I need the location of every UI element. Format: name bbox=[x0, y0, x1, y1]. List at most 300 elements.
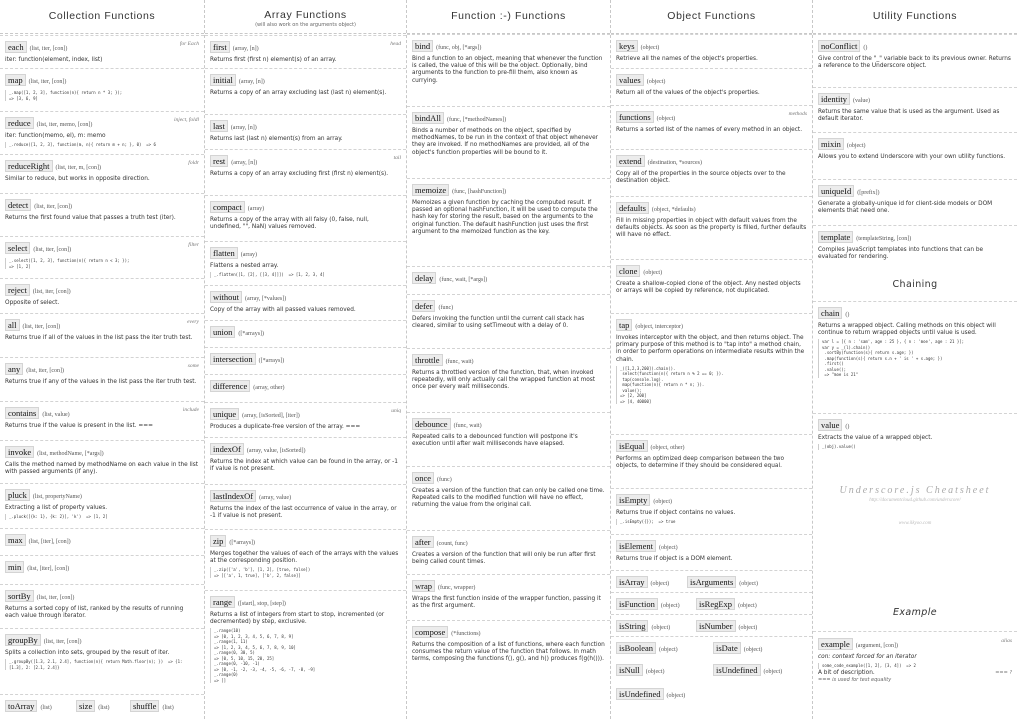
separator bbox=[611, 488, 812, 489]
brand-url: http://documentcloud.github.com/underscore/ bbox=[869, 498, 961, 503]
collection-function-name[interactable]: min bbox=[5, 561, 24, 573]
collection-function-name[interactable]: all bbox=[5, 319, 20, 331]
collection-signature: (list) bbox=[162, 705, 174, 711]
function-function-name[interactable]: memoize bbox=[412, 184, 449, 196]
collection-header bbox=[0, 0, 204, 34]
object-entry-clone bbox=[611, 263, 812, 311]
array-description: Returns first (first n) element(s) of an array. bbox=[210, 57, 337, 63]
separator bbox=[0, 401, 204, 402]
object-signature: (object) bbox=[656, 116, 676, 122]
collection-entry-select bbox=[0, 240, 204, 280]
function-entry-bindAll bbox=[407, 110, 610, 176]
separator bbox=[407, 530, 610, 531]
chaining-function-name[interactable]: value bbox=[818, 419, 842, 431]
array-alias: head bbox=[390, 41, 401, 47]
array-function-name[interactable]: range bbox=[210, 596, 235, 608]
object-typecheck-row bbox=[611, 618, 812, 632]
separator bbox=[0, 528, 204, 529]
utility-signature: () bbox=[863, 45, 868, 51]
function-function-name[interactable]: debounce bbox=[412, 418, 451, 430]
collection-signature: (list, iter, [con]) bbox=[36, 595, 75, 601]
object-typecheck-row bbox=[611, 574, 812, 588]
function-header bbox=[407, 0, 610, 34]
utility-function-name[interactable]: mixin bbox=[818, 138, 844, 150]
separator bbox=[205, 195, 406, 196]
function-entry-memoize bbox=[407, 182, 610, 272]
object-signature: (object) bbox=[659, 647, 678, 653]
object-entry-functions bbox=[611, 109, 812, 147]
object-signature: (destination, *sources) bbox=[647, 160, 702, 166]
collection-alias: foldr bbox=[188, 160, 199, 166]
collection-function-name[interactable]: shuffle bbox=[130, 700, 159, 712]
separator bbox=[205, 285, 406, 286]
collection-signature: (list, value) bbox=[42, 412, 70, 418]
function-signature: (func, wait) bbox=[453, 423, 482, 429]
brand-title: Underscore.js Cheatsheet bbox=[839, 485, 991, 496]
collection-alias: every bbox=[187, 319, 199, 325]
array-signature: (array, [n]) bbox=[232, 46, 259, 52]
utility-function-name[interactable]: uniqueId bbox=[818, 185, 854, 197]
collection-function-name[interactable]: sortBy bbox=[5, 590, 34, 602]
separator bbox=[0, 694, 204, 695]
collection-description: Calls the method named by methodName on each value in the list with passed arguments (if any). bbox=[5, 462, 199, 476]
object-function-name[interactable]: extend bbox=[616, 155, 645, 167]
collection-description: Returns a sorted copy of list, ranked by the results of running each value through iterator. bbox=[5, 606, 184, 620]
object-description: Retrieve all the names of the object's properties. bbox=[616, 56, 758, 62]
array-entry-without bbox=[205, 289, 406, 319]
separator bbox=[407, 294, 610, 295]
collection-signature: (list, iter, [con]) bbox=[29, 46, 68, 52]
separator bbox=[0, 440, 204, 441]
collection-entry-detect bbox=[0, 197, 204, 240]
separator bbox=[0, 35, 204, 36]
utility-description: Allows you to extend Underscore with your own utility functions. bbox=[818, 154, 1006, 160]
collection-function-name[interactable]: invoke bbox=[5, 446, 34, 458]
collection-function-name[interactable]: max bbox=[5, 534, 26, 546]
utility-signature: (value) bbox=[852, 98, 870, 104]
object-description: Return all of the values of the object's properties. bbox=[616, 90, 760, 96]
separator bbox=[813, 301, 1017, 302]
function-function-name[interactable]: compose bbox=[412, 626, 448, 638]
collection-signature: (list, iter, [con]) bbox=[32, 289, 71, 295]
object-function-name[interactable]: isEqual bbox=[616, 440, 648, 452]
collection-function-name[interactable]: pluck bbox=[5, 489, 30, 501]
array-signature: (array, [n]) bbox=[230, 125, 257, 131]
object-signature: (object, *defaults) bbox=[651, 207, 696, 213]
utility-function-name[interactable]: identity bbox=[818, 93, 850, 105]
utility-function-name[interactable]: template bbox=[818, 231, 853, 243]
object-function-name[interactable]: isString bbox=[616, 620, 648, 632]
object-function-name[interactable]: isNull bbox=[616, 664, 643, 676]
utility-signature: (templateString, [con]) bbox=[856, 236, 912, 242]
array-description: Produces a duplicate-free version of the array. === bbox=[210, 424, 361, 430]
object-description: Create a shallow-copied clone of the object. Any nested objects or arrays will be copied by reference, not duplicated. bbox=[616, 281, 801, 295]
collection-entry-contains bbox=[0, 405, 204, 428]
array-function-name[interactable]: flatten bbox=[210, 247, 238, 259]
object-function-name[interactable]: isBoolean bbox=[616, 642, 656, 654]
brand-credit: www.ilkyoo.com bbox=[898, 521, 932, 526]
function-function-name[interactable]: throttle bbox=[412, 354, 443, 366]
function-function-name[interactable]: delay bbox=[412, 272, 436, 284]
separator bbox=[205, 590, 406, 591]
separator bbox=[0, 584, 204, 585]
array-function-name[interactable]: difference bbox=[210, 380, 250, 392]
chaining-heading: Chaining bbox=[892, 279, 938, 290]
chaining-entry-chain bbox=[813, 305, 1017, 415]
object-typecheck-row bbox=[611, 640, 812, 654]
object-signature: (object) bbox=[640, 45, 660, 51]
object-alias: methods bbox=[788, 111, 807, 117]
object-function-name[interactable]: isDate bbox=[713, 642, 741, 654]
utility-description: Give control of the "_" variable back to its previous owner. Returns a reference to the Underscore object. bbox=[818, 56, 1011, 70]
collection-description: Returns true if the value is present in the list. === bbox=[5, 423, 153, 428]
function-signature: (func, wait, [*args]) bbox=[439, 277, 488, 283]
utility-description: Generate a globally-unique id for client-side models or DOM elements that need one. bbox=[818, 201, 993, 215]
utility-signature: ([prefix]) bbox=[857, 190, 880, 196]
object-typecheck-row bbox=[611, 662, 812, 676]
example-code: some_code_example([1, 2], [3, 4]) => 2 bbox=[818, 663, 1012, 669]
chaining-code-example: _(obj).value() bbox=[818, 444, 1012, 450]
collection-title: Collection Functions bbox=[48, 10, 156, 22]
chaining-description: Returns a wrapped object. Calling methods on this object will continue to return wrapped objects until value is used. bbox=[818, 323, 996, 337]
object-signature: (object) bbox=[659, 545, 678, 551]
separator bbox=[0, 111, 204, 112]
collection-function-name[interactable]: each bbox=[5, 41, 27, 53]
object-function-name[interactable]: clone bbox=[616, 265, 640, 277]
separator bbox=[0, 313, 204, 314]
chaining-code-example: var l = [{ n : 'sam', age : 25 }, { n : 'moe', age : 21 }]; var y = _(l).chain() .sortBy(function(s){ return s.age; }) .map(function(s){ return s.n + ' is ' + s.age; }) .first() .value(); => "moe is 21" bbox=[818, 339, 1012, 378]
object-entry-isEmpty bbox=[611, 492, 812, 528]
collection-description: Returns true if all of the values in the list pass the iter truth test. bbox=[5, 335, 193, 341]
separator bbox=[611, 196, 812, 197]
utility-title: Utility Functions bbox=[872, 10, 958, 22]
function-signature: (func) bbox=[437, 477, 452, 483]
separator bbox=[0, 154, 204, 155]
array-entry-first bbox=[205, 39, 406, 67]
collection-entry-pluck bbox=[0, 487, 204, 527]
array-function-name[interactable]: initial bbox=[210, 74, 236, 86]
utility-description: Compiles JavaScript templates into functions that can be evaluated for rendering. bbox=[818, 247, 984, 261]
object-description: Returns true if object is a DOM element. bbox=[616, 556, 733, 562]
example-alias: alias bbox=[1001, 638, 1012, 644]
object-function-name[interactable]: values bbox=[616, 74, 644, 86]
utility-entry-template bbox=[813, 229, 1017, 269]
object-entry-keys bbox=[611, 38, 812, 71]
function-title: Function :-) Functions bbox=[451, 10, 566, 22]
function-function-name[interactable]: once bbox=[412, 472, 434, 484]
separator bbox=[205, 114, 406, 115]
object-signature: (object) bbox=[646, 79, 666, 85]
function-entry-once bbox=[407, 470, 610, 534]
array-signature: (array, [n]) bbox=[231, 160, 258, 166]
separator bbox=[205, 320, 406, 321]
array-signature: (array) bbox=[240, 252, 258, 258]
array-entry-indexOf bbox=[205, 441, 406, 488]
object-title: Object Functions bbox=[667, 10, 756, 22]
object-function-name[interactable]: isFunction bbox=[616, 598, 658, 610]
utility-entry-uniqueId bbox=[813, 183, 1017, 225]
separator bbox=[611, 259, 812, 260]
collection-entry-any bbox=[0, 361, 204, 403]
array-description: Returns a copy of an array excluding last (last n) element(s). bbox=[210, 90, 387, 96]
separator bbox=[611, 68, 812, 69]
function-column bbox=[407, 0, 611, 719]
collection-signature: (list, iter, [con]) bbox=[43, 639, 82, 645]
collection-signature: (list, iter, [con]) bbox=[22, 324, 61, 330]
example-heading: Example bbox=[892, 607, 937, 618]
object-function-name[interactable]: isArguments bbox=[687, 576, 736, 588]
chaining-description: Extracts the value of a wrapped object. bbox=[818, 435, 933, 441]
array-function-name[interactable]: rest bbox=[210, 155, 228, 167]
collection-entry-invoke bbox=[0, 444, 204, 486]
object-description: Returns a sorted list of the names of every method in an object. bbox=[616, 127, 803, 133]
array-entry-last bbox=[205, 118, 406, 146]
separator bbox=[813, 132, 1017, 133]
collection-function-name[interactable]: size bbox=[76, 700, 95, 712]
function-description: Bind a function to an object, meaning that whenever the function is called, the value of this will be the object. Optionally, bind arguments to the function to pre-fill them, also known as currying. bbox=[412, 56, 603, 84]
separator bbox=[205, 437, 406, 438]
object-signature: (object) bbox=[660, 603, 680, 609]
separator bbox=[407, 178, 610, 179]
object-signature: (object) bbox=[651, 625, 671, 631]
array-function-name[interactable]: without bbox=[210, 291, 242, 303]
function-function-name[interactable]: after bbox=[412, 536, 434, 548]
function-description: Creates a version of the function that can only be called one time. Repeated calls to the modified function will have no effect, returning the value from the original call. bbox=[412, 488, 605, 509]
example-function-name[interactable]: example bbox=[818, 638, 853, 650]
collection-description: Returns true if any of the values in the list pass the iter truth test. bbox=[5, 379, 197, 385]
collection-function-name[interactable]: groupBy bbox=[5, 634, 41, 646]
object-code-example: _([1,2,3,200]).chain(). select(function(n){ return n % 2 == 0; }). tap(console.log). map(function(n){ return n * n; }). value(); => [2, 200] => [4, 40000] bbox=[616, 366, 807, 405]
collection-signature: (list, [iter], [con]) bbox=[27, 566, 70, 572]
separator bbox=[0, 357, 204, 358]
array-description: Returns a copy of an array excluding first (first n) element(s). bbox=[210, 171, 389, 177]
chaining-signature: () bbox=[845, 312, 850, 318]
example-signature: (argument, [con]) bbox=[855, 643, 899, 649]
collection-description: iter: function(element, index, list) bbox=[5, 57, 103, 63]
object-code-example: _.isEmpty({}); => true bbox=[616, 519, 807, 525]
collection-function-name[interactable]: reduceRight bbox=[5, 160, 53, 172]
collection-alias: inject, foldl bbox=[173, 117, 199, 123]
object-function-name[interactable]: isEmpty bbox=[616, 494, 650, 506]
collection-code-example: _.reduce([1, 2, 3], function(m, n){ return m + n; }, 0) => 6 bbox=[5, 142, 199, 148]
function-entry-compose bbox=[407, 624, 610, 694]
array-function-name[interactable]: unique bbox=[210, 408, 239, 420]
separator bbox=[0, 193, 204, 194]
function-entry-wrap bbox=[407, 578, 610, 622]
collection-function-name[interactable]: map bbox=[5, 74, 26, 86]
array-entry-unique bbox=[205, 406, 406, 434]
function-entry-after bbox=[407, 534, 610, 574]
array-function-name[interactable]: compact bbox=[210, 201, 245, 213]
collection-bottom-row bbox=[0, 698, 204, 712]
array-signature: (array, other) bbox=[253, 385, 285, 391]
object-function-name[interactable]: isElement bbox=[616, 540, 656, 552]
separator bbox=[813, 225, 1017, 226]
collection-signature: (list, iter, [con]) bbox=[28, 79, 67, 85]
object-header bbox=[611, 0, 812, 34]
object-description: Copy all of the properties in the source objects over to the destination object. bbox=[616, 171, 786, 185]
collection-entry-max bbox=[0, 532, 204, 556]
collection-function-name[interactable]: reject bbox=[5, 284, 30, 296]
separator bbox=[407, 574, 610, 575]
array-function-name[interactable]: lastIndexOf bbox=[210, 490, 256, 502]
array-entry-compact bbox=[205, 199, 406, 239]
array-entry-difference bbox=[205, 378, 406, 402]
chaining-signature: () bbox=[845, 424, 850, 430]
array-alias: uniq bbox=[391, 408, 401, 414]
collection-signature: (list, iter, [con]) bbox=[34, 204, 73, 210]
collection-alias: some bbox=[187, 363, 199, 369]
array-description: Returns last (last n) element(s) from an array. bbox=[210, 136, 343, 142]
collection-signature: (list, [iter], [con]) bbox=[28, 539, 71, 545]
object-signature: (object) bbox=[653, 499, 672, 505]
object-function-name[interactable]: isUndefined bbox=[616, 688, 664, 700]
collection-function-name[interactable]: toArray bbox=[5, 700, 37, 712]
object-signature: (object) bbox=[738, 625, 758, 631]
array-code-example: _.flatten([1, [2], [[3, 4]]]) => [1, 2, 3, 4] bbox=[210, 272, 401, 278]
separator bbox=[407, 348, 610, 349]
collection-entry-min bbox=[0, 559, 204, 587]
array-column bbox=[205, 0, 407, 719]
array-description: Merges together the values of each of the arrays with the values at the corresponding position. bbox=[210, 551, 399, 565]
collection-function-name[interactable]: reduce bbox=[5, 117, 34, 129]
function-signature: (func, [hashFunction]) bbox=[452, 189, 507, 195]
separator bbox=[205, 347, 406, 348]
utility-function-name[interactable]: noConflict bbox=[818, 40, 860, 52]
example-equality-note: === is used for test equality bbox=[818, 676, 892, 683]
collection-entry-reduce bbox=[0, 115, 204, 157]
array-description: Flattens a nested array. bbox=[210, 263, 279, 269]
function-signature: (func, wait) bbox=[445, 359, 474, 365]
collection-alias: for Each bbox=[179, 41, 199, 47]
function-signature: (func, wrapper) bbox=[438, 585, 476, 591]
object-entry-defaults bbox=[611, 200, 812, 262]
array-entry-range bbox=[205, 594, 406, 719]
collection-code-example: _.groupBy([1.3, 2.1, 2.4], function(n){ return Math.floor(n); }) => {1: [1.3], 2: [2.1, 2.4]} bbox=[5, 659, 199, 670]
example-entry bbox=[813, 636, 1017, 716]
separator bbox=[205, 529, 406, 530]
separator bbox=[205, 68, 406, 69]
array-function-name[interactable]: last bbox=[210, 120, 228, 132]
separator bbox=[205, 35, 406, 36]
function-signature: (func, [*methodNames]) bbox=[446, 117, 507, 123]
array-alias: tail bbox=[393, 155, 401, 161]
separator bbox=[205, 484, 406, 485]
array-signature: ([*arrays]) bbox=[238, 331, 265, 337]
array-description: Returns a list of integers from start to stop, incremented (or decremented) by step, exclusive. bbox=[210, 612, 385, 626]
function-function-name[interactable]: bind bbox=[412, 40, 433, 52]
collection-entry-map bbox=[0, 72, 204, 115]
separator bbox=[205, 241, 406, 242]
object-description: Returns true if object contains no values. bbox=[616, 510, 736, 516]
array-signature: (array, value) bbox=[259, 495, 292, 501]
object-function-name[interactable]: tap bbox=[616, 319, 632, 331]
example-description: A bit of description. bbox=[818, 669, 875, 676]
array-function-name[interactable]: union bbox=[210, 326, 235, 338]
function-description: Repeated calls to a debounced function will postpone it's execution until after wait milliseconds have elapsed. bbox=[412, 434, 578, 448]
separator bbox=[813, 179, 1017, 180]
function-description: Defers invoking the function until the current call stack has cleared, similar to using setTimeout with a delay of 0. bbox=[412, 316, 585, 330]
object-description: Invokes interceptor with the object, and then returns object. The primary purpose of this method is to "tap into" a method chain, in order to perform operations on intermediate results within the chain. bbox=[616, 335, 805, 363]
object-function-name[interactable]: defaults bbox=[616, 202, 649, 214]
array-code-example: _.range(10) => [0, 1, 2, 3, 4, 5, 6, 7, 8, 9] _.range(1, 11) => [1, 2, 3, 4, 5, 6, 7, 8, 9, 10] _.range(0, 30, 5) => [0, 5, 10, 15, 20, 25] _.range(0, -10, -1) => [0, -1, -2, -3, -4, -5, -6, -7, -8, -9] _.range(0) => [] bbox=[210, 628, 401, 683]
function-entry-bind bbox=[407, 38, 610, 103]
separator bbox=[813, 87, 1017, 88]
separator bbox=[611, 570, 812, 571]
separator bbox=[407, 466, 610, 467]
utility-header bbox=[813, 0, 1017, 34]
collection-function-name[interactable]: select bbox=[5, 242, 30, 254]
array-entry-flatten bbox=[205, 245, 406, 288]
separator bbox=[611, 534, 812, 535]
collection-alias: filter bbox=[188, 242, 199, 248]
array-signature: ([*arrays]) bbox=[229, 540, 256, 546]
object-function-name[interactable]: isArray bbox=[616, 576, 648, 588]
function-function-name[interactable]: wrap bbox=[412, 580, 435, 592]
separator bbox=[407, 620, 610, 621]
collection-description: iter: function(memo, el), m: memo bbox=[5, 133, 106, 139]
array-signature: (array, [isSorted], [iter]) bbox=[242, 413, 300, 419]
collection-function-name[interactable]: detect bbox=[5, 199, 31, 211]
array-subtitle: (will also work on the arguments object) bbox=[255, 22, 356, 28]
utility-entry-mixin bbox=[813, 136, 1017, 165]
collection-column bbox=[0, 0, 205, 719]
array-function-name[interactable]: indexOf bbox=[210, 443, 244, 455]
object-function-name[interactable]: isUndefined bbox=[713, 664, 761, 676]
utility-column bbox=[813, 0, 1017, 719]
separator bbox=[813, 413, 1017, 414]
array-code-example: _.zip(['a', 'b'], [1, 2], [true, false]) => [['a', 1, true], ['b', 2, false]] bbox=[210, 567, 401, 578]
function-function-name[interactable]: defer bbox=[412, 300, 435, 312]
array-function-name[interactable]: zip bbox=[210, 535, 226, 547]
array-description: Returns a copy of the array with all falsy (0, false, null, undefined, "", NaN) values removed. bbox=[210, 217, 369, 231]
collection-function-name[interactable]: any bbox=[5, 363, 23, 375]
function-description: Creates a version of the function that will only be run after first being called count times. bbox=[412, 552, 596, 566]
array-signature: (array, [*values]) bbox=[244, 296, 287, 302]
separator bbox=[611, 592, 812, 593]
collection-function-name[interactable]: contains bbox=[5, 407, 39, 419]
array-entry-intersection bbox=[205, 351, 406, 373]
collection-signature: (list, iter, [con]) bbox=[33, 247, 72, 253]
separator bbox=[611, 105, 812, 106]
separator bbox=[611, 149, 812, 150]
array-function-name[interactable]: first bbox=[210, 41, 230, 53]
function-function-name[interactable]: bindAll bbox=[412, 112, 444, 124]
object-entry-isElement bbox=[611, 538, 812, 564]
object-signature: (object, interceptor) bbox=[635, 324, 684, 330]
collection-entry-reject bbox=[0, 282, 204, 312]
object-function-name[interactable]: functions bbox=[616, 111, 654, 123]
object-function-name[interactable]: keys bbox=[616, 40, 638, 52]
array-header bbox=[205, 0, 406, 34]
collection-description: Extracting a list of property values. bbox=[5, 505, 108, 511]
separator bbox=[611, 34, 812, 35]
collection-code-example: _.select([1, 2, 3], function(n){ return n < 3; }); => [1, 2] bbox=[5, 258, 199, 269]
array-function-name[interactable]: intersection bbox=[210, 353, 256, 365]
object-function-name[interactable]: isNumber bbox=[696, 620, 736, 632]
function-description: Binds a number of methods on the object, specified by methodNames, to be run in the context of that object whenever they are invoked. If no methodNames are provided, all of the object's function properties will be bound to it. bbox=[412, 128, 599, 156]
collection-signature: (list, iter, memo, [con]) bbox=[36, 122, 93, 128]
array-description: Returns the index of the last occurrence of value in the array, or -1 if value is not present. bbox=[210, 506, 397, 520]
collection-signature: (list, iter, [con]) bbox=[26, 368, 65, 374]
function-signature: (func) bbox=[438, 305, 454, 311]
object-entry-extend bbox=[611, 153, 812, 197]
separator bbox=[205, 149, 406, 150]
object-function-name[interactable]: isRegExp bbox=[696, 598, 735, 610]
object-signature: (object) bbox=[650, 581, 670, 587]
collection-description: Returns the first found value that passes a truth test (iter). bbox=[5, 215, 176, 221]
chaining-function-name[interactable]: chain bbox=[818, 307, 842, 319]
